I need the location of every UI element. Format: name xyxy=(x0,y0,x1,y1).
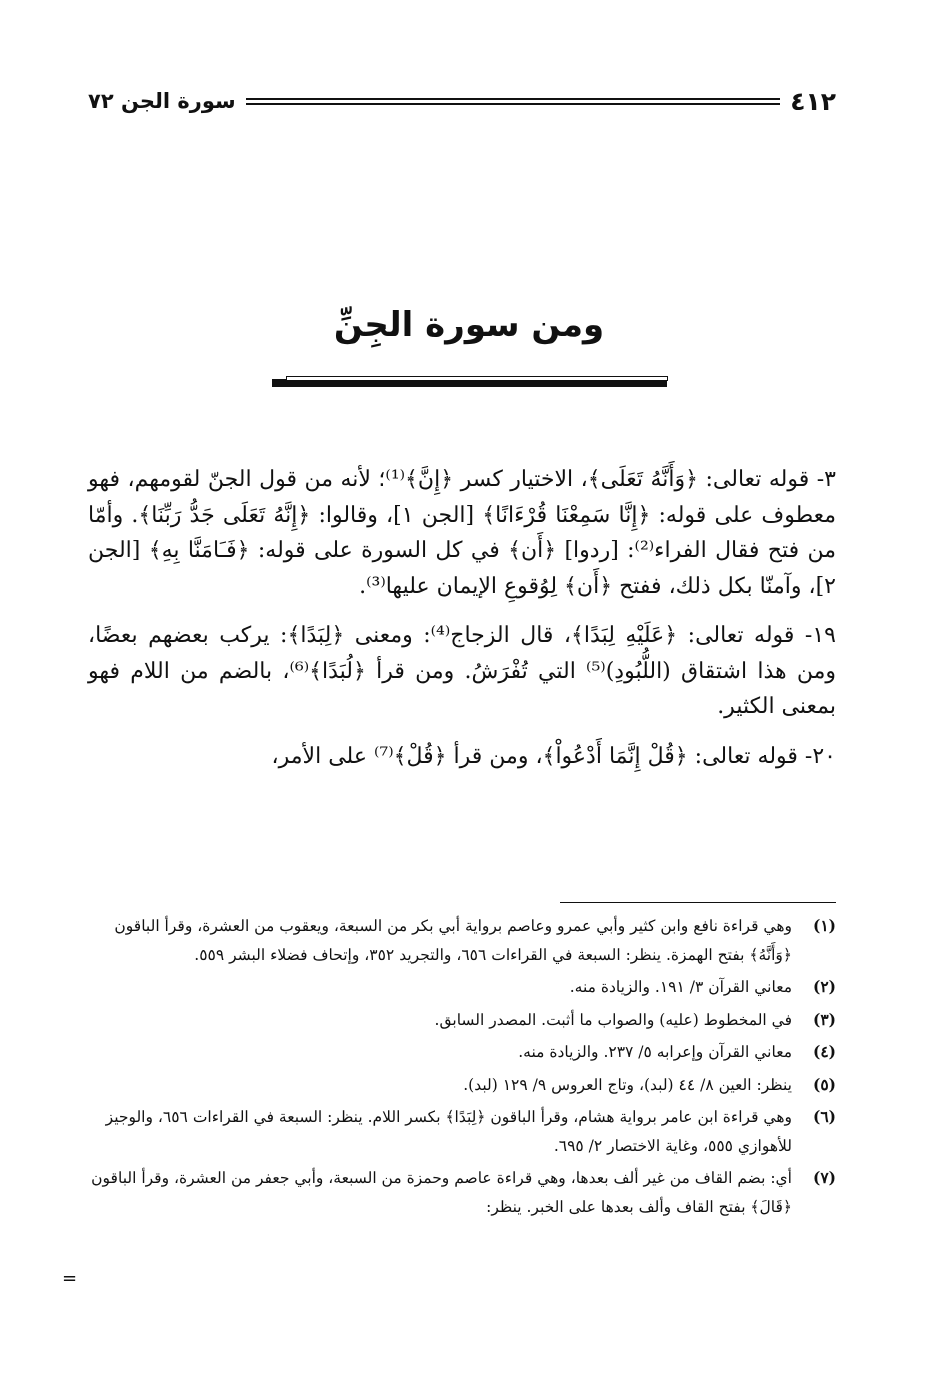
continuation-mark: = xyxy=(62,1268,78,1289)
footnote-text: معاني القرآن وإعرابه ٥/ ٢٣٧. والزيادة منه. xyxy=(518,1043,792,1061)
footnotes xyxy=(80,912,836,1225)
footnote-number: (٧) xyxy=(812,1168,836,1187)
footnote-text: وهي قراءة نافع وابن كثير وأبي عمرو وعاصم برواية أبي بكر من السبعة، ويعقوب من العشرة، وقرأ الباقون ﴿وَأَنَّهُ﴾ بفتح الهمزة. ينظر: السبعة في القراءات ٦٥٦، والتجريد ٣٥٢، وإتحاف فضلاء البشر ٥٥٩. xyxy=(114,917,792,964)
footnote xyxy=(80,973,836,1002)
footnote-number: (٥) xyxy=(812,1074,836,1094)
footnote xyxy=(80,912,836,969)
running-title: سورة الجن ٧٢ xyxy=(88,89,236,113)
footnote xyxy=(80,1103,836,1160)
footnote-text: معاني القرآن ٣/ ١٩١. والزيادة منه. xyxy=(569,978,792,996)
chapter-title: ومن سورة الجِنِّ xyxy=(333,305,605,345)
footnote-text: وهي قراءة ابن عامر برواية هشام، وقرأ الباقون ﴿لِبَدًا﴾ بكسر اللام. ينظر: السبعة في القراءات ٦٥٦، والوجيز للأهوازي ٥٥٥، وغاية الاختصار ٢/ ٦٩٥. xyxy=(105,1108,792,1155)
footnote xyxy=(80,1164,836,1221)
header-rule xyxy=(246,98,781,105)
footnote-number: (٦) xyxy=(812,1107,836,1126)
footnote-text: في المخطوط (عليه) والصواب ما أثبت. المصدر السابق. xyxy=(434,1010,792,1029)
body-paragraph: ٣- قوله تعالى: ﴿وَأَنَّهُ تَعَلَى﴾، الاختيار كسر ﴿إِنَّ﴾⁽¹⁾؛ لأنه من قول الجنّ لقومهم، فهو معطوف على قوله: ﴿إِنَّا سَمِعْنَا قُرْءَانًا﴾ [الجن ١]، وقالوا: ﴿إِنَّهُ تَعَلَى جَدُّ رَبِّنَا﴾. وأمّا من فتح فقال الفراء⁽²⁾: [ردوا] ﴿أَن﴾ في كل السورة على قوله: ﴿فَـَامَنَّا بِهِ﴾ [الجن ٢]، وآمنّا بكل ذلك، ففتح ﴿أَن﴾ لِوُقوعِ الإيمان عليها⁽³⁾. xyxy=(88,467,837,599)
footnote-number: (٤) xyxy=(812,1042,836,1061)
footnote-number: (١) xyxy=(812,916,836,935)
body-paragraph: ١٩- قوله تعالى: ﴿عَلَيْهِ لِبَدًا﴾، قال الزجاج⁽⁴⁾: ومعنى ﴿لِبَدًا﴾: يركب بعضهم بعضًا، ومن هذا اشتقاق (اللُّبُودِ)⁽⁵⁾ التي تُفْرَشُ. ومن قرأ ﴿لُبَدًا﴾⁽⁶⁾، بالضم من اللام فهو بمعنى الكثير. xyxy=(88,623,837,719)
footnote-text: أي: بضم القاف من غير ألف بعدها، وهي قراءة عاصم وحمزة من السبعة، وأبي جعفر من العشرة، وقرأ الباقون ﴿قَالَ﴾ بفتح القاف وألف بعدها على الخبر. ينظر: xyxy=(91,1169,792,1216)
title-ornament-rule xyxy=(272,376,667,390)
footnote xyxy=(80,1071,836,1100)
footnote-number: (٣) xyxy=(812,1009,836,1029)
body-paragraph: ٢٠- قوله تعالى: ﴿قُلْ إِنَّمَا أَدْعُواْ﴾، ومن قرأ ﴿قُلْ﴾⁽⁷⁾ على الأمر، xyxy=(271,743,836,769)
footnote xyxy=(80,1006,836,1035)
footnote-number: (٢) xyxy=(812,977,836,996)
page-header xyxy=(88,84,836,118)
footnote xyxy=(80,1038,836,1067)
page-number: ٤١٢ xyxy=(790,86,836,116)
footnote-separator xyxy=(560,902,836,903)
footnote-text: ينظر: العين ٨/ ٤٤ (لبد)، وتاج العروس ٩/ ١٢٩ (لبد). xyxy=(463,1075,792,1094)
body-text xyxy=(88,462,836,788)
